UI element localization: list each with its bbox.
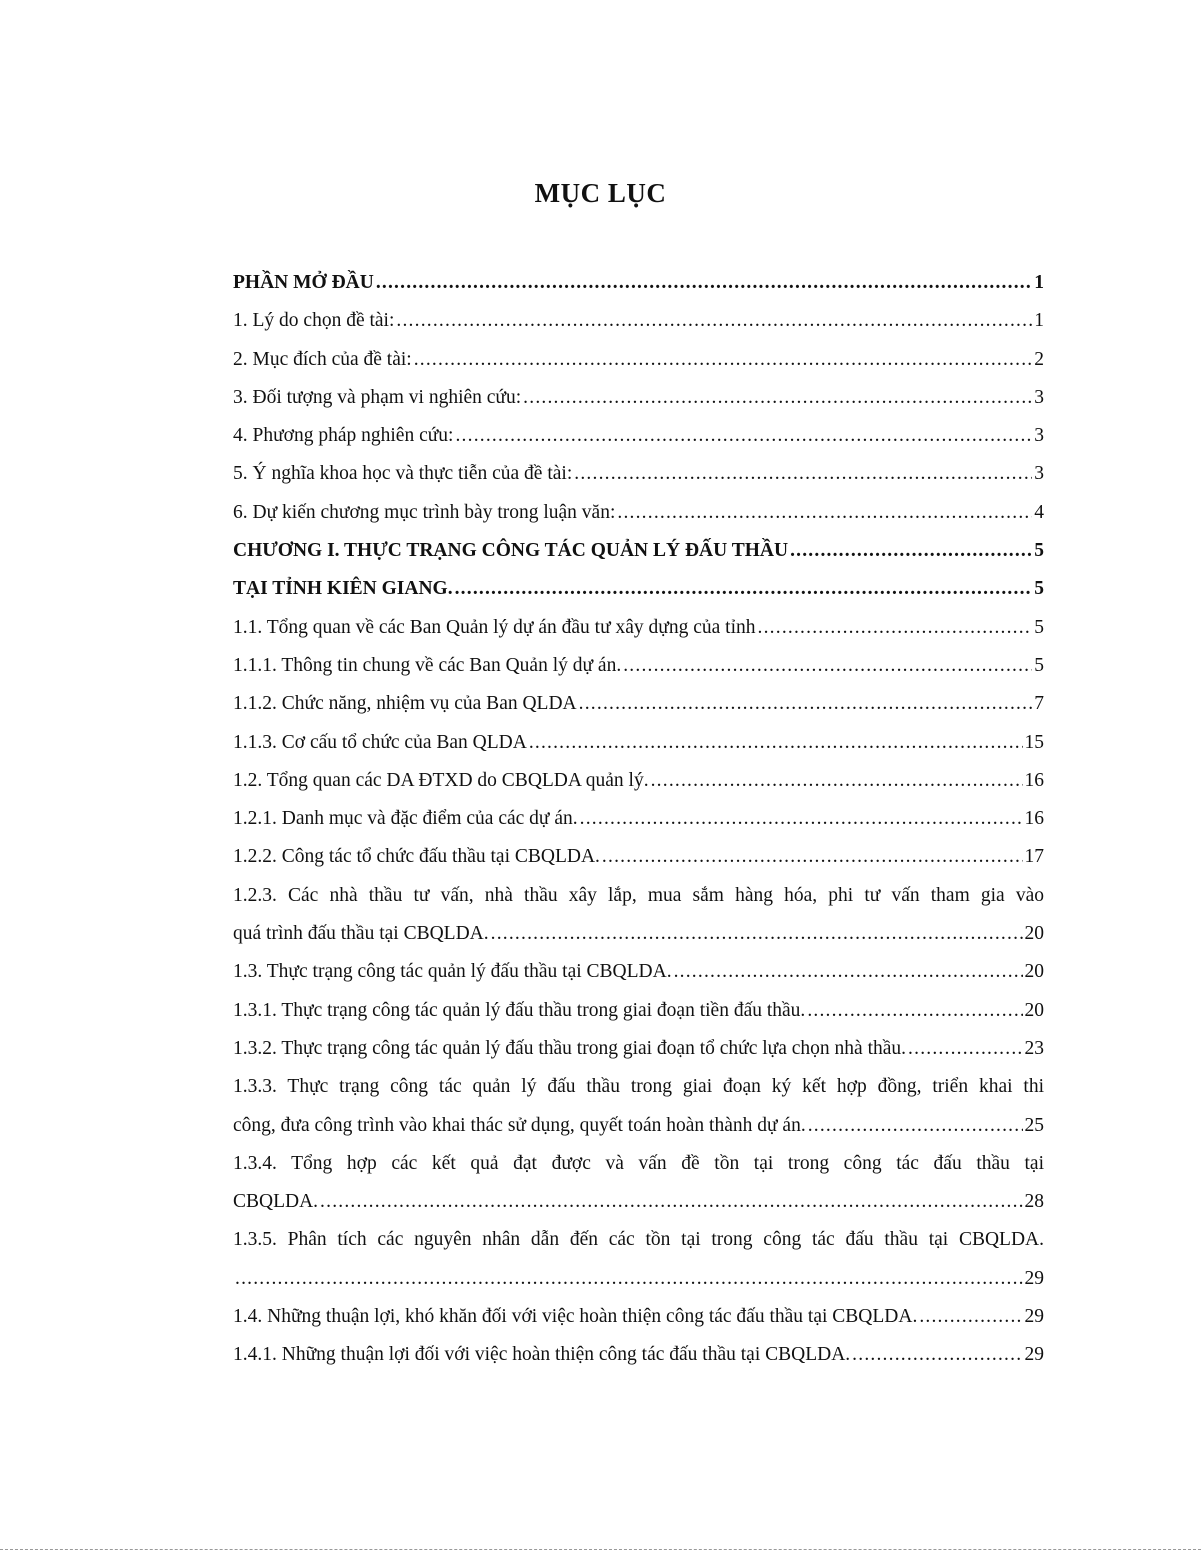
toc-entry-title: 1.4.1. Những thuận lợi đối với việc hoàn thiện công tác đấu thầu tại CBQLDA. — [233, 1344, 851, 1366]
toc-dot-leader — [808, 1107, 1023, 1145]
toc-page-number: 5 — [1034, 616, 1044, 638]
toc-dot-leader — [320, 1183, 1022, 1221]
toc-dot-leader — [807, 992, 1022, 1030]
toc-entry-title: 1.2.2. Công tác tổ chức đấu thầu tại CBQLDA. — [233, 846, 600, 868]
toc-dot-leader — [455, 570, 1033, 608]
toc-entry-title: 1.3.3. Thực trạng công tác quản lý đấu thầu trong giai đoạn ký kết hợp đồng, triển khai thi — [233, 1076, 1044, 1098]
toc-entry-title: 1.3.2. Thực trạng công tác quản lý đấu thầu trong giai đoạn tổ chức lựa chọn nhà thầu. — [233, 1037, 907, 1059]
toc-entry — [233, 417, 1044, 455]
toc-dot-leader — [674, 953, 1023, 991]
toc-entry-title: 1.3.5. Phân tích các nguyên nhân dẫn đến các tồn tại trong công tác đấu thầu tại CBQLDA. — [233, 1229, 1044, 1251]
toc-dot-leader — [235, 1260, 1023, 1298]
toc-entry — [233, 1336, 1044, 1374]
toc-page-number: 2 — [1034, 348, 1044, 370]
toc-page-number: 25 — [1024, 1114, 1044, 1136]
toc-entry-title: 1.2.1. Danh mục và đặc điểm của các dự án. — [233, 808, 578, 830]
toc-entry — [233, 685, 1044, 723]
toc-page-number: 5 — [1034, 578, 1044, 600]
toc-page-number: 15 — [1024, 731, 1044, 753]
toc-entry-title: 1. Lý do chọn đề tài: — [233, 310, 395, 332]
toc-dot-leader — [852, 1336, 1022, 1374]
toc-entry — [233, 570, 1044, 608]
toc-entry-title: 2. Mục đích của đề tài: — [233, 348, 412, 370]
page-bottom-border — [0, 1549, 1201, 1550]
toc-dot-leader — [396, 302, 1032, 340]
toc-entry-title: quá trình đấu thầu tại CBQLDA. — [233, 923, 489, 945]
toc-page-number: 29 — [1024, 1306, 1044, 1328]
toc-page-number: 3 — [1034, 425, 1044, 447]
toc-dot-leader — [617, 494, 1032, 532]
toc-page-number: 3 — [1034, 463, 1044, 485]
toc-entry — [233, 915, 1044, 953]
toc-entry-title: TẠI TỈNH KIÊN GIANG. — [233, 578, 453, 600]
toc-dot-leader — [414, 341, 1033, 379]
toc-dot-leader — [790, 532, 1032, 570]
toc-dot-leader — [919, 1298, 1022, 1336]
toc-dot-leader — [529, 724, 1023, 762]
toc-page-number: 1 — [1034, 272, 1044, 293]
toc-entry-title: 1.2.3. Các nhà thầu tư vấn, nhà thầu xây lắp, mua sắm hàng hóa, phi tư vấn tham gia vào — [233, 884, 1044, 906]
toc-dot-leader — [491, 915, 1023, 953]
toc-dot-leader — [908, 1030, 1022, 1068]
toc-page-number: 7 — [1034, 693, 1044, 715]
toc-entry — [233, 838, 1044, 876]
toc-entry-title: 1.3.1. Thực trạng công tác quản lý đấu thầu trong giai đoạn tiền đấu thầu. — [233, 999, 806, 1021]
toc-dot-leader — [651, 762, 1023, 800]
toc-page-number: 29 — [1024, 1344, 1044, 1366]
toc-entry — [233, 992, 1044, 1030]
toc-entry — [233, 1298, 1044, 1336]
toc-dot-leader — [455, 417, 1032, 455]
toc-page-number: 23 — [1024, 1037, 1044, 1059]
toc-dot-leader — [580, 800, 1023, 838]
toc-entry — [233, 800, 1044, 838]
toc-entry-title: 1.1.2. Chức năng, nhiệm vụ của Ban QLDA — [233, 693, 577, 715]
toc-entry — [233, 1260, 1044, 1298]
toc-entry — [233, 953, 1044, 991]
toc-entry — [233, 264, 1044, 302]
toc-dot-leader — [758, 609, 1033, 647]
toc-entry — [233, 762, 1044, 800]
toc-entry-title: 1.4. Những thuận lợi, khó khăn đối với việc hoàn thiện công tác đấu thầu tại CBQLDA. — [233, 1306, 918, 1328]
toc-entry-title: 4. Phương pháp nghiên cứu: — [233, 425, 454, 447]
table-of-contents — [233, 264, 1044, 1375]
toc-entry-title: 1.3. Thực trạng công tác quản lý đấu thầu tại CBQLDA. — [233, 961, 672, 983]
toc-dot-leader — [602, 838, 1023, 876]
toc-entry-title: 6. Dự kiến chương mục trình bày trong luận văn: — [233, 501, 616, 523]
page-title: MỤC LỤC — [534, 178, 667, 208]
toc-entry-title: 1.2. Tổng quan các DA ĐTXD do CBQLDA quản lý. — [233, 769, 649, 791]
toc-page-number: 20 — [1024, 923, 1044, 945]
toc-page-number: 28 — [1024, 1191, 1044, 1213]
toc-entry-title: 3. Đối tượng và phạm vi nghiên cứu: — [233, 386, 522, 408]
toc-entry — [233, 1107, 1044, 1145]
toc-entry — [233, 724, 1044, 762]
toc-page-number: 4 — [1034, 501, 1044, 523]
toc-page-number: 29 — [1024, 1267, 1044, 1289]
toc-page-number: 1 — [1034, 310, 1044, 332]
toc-page-number: 5 — [1034, 540, 1044, 562]
toc-entry — [233, 609, 1044, 647]
toc-entry — [233, 455, 1044, 493]
toc-page-number: 16 — [1024, 808, 1044, 830]
toc-page-number: 20 — [1024, 961, 1044, 983]
toc-entry — [233, 379, 1044, 417]
toc-page-number: 3 — [1034, 386, 1044, 408]
toc-dot-leader — [574, 455, 1032, 493]
toc-entry — [233, 494, 1044, 532]
toc-entry-title: 1.1.3. Cơ cấu tổ chức của Ban QLDA — [233, 731, 527, 753]
toc-entry-title: CBQLDA. — [233, 1191, 319, 1213]
toc-entry-title: PHẦN MỞ ĐẦU — [233, 272, 374, 293]
toc-dot-leader — [523, 379, 1032, 417]
toc-page-number: 20 — [1024, 999, 1044, 1021]
toc-dot-leader — [623, 647, 1032, 685]
toc-entry — [233, 532, 1044, 570]
toc-entry-title: 1.1.1. Thông tin chung về các Ban Quản lý dự án. — [233, 654, 622, 676]
toc-page-number: 5 — [1034, 654, 1044, 676]
toc-entry-title: công, đưa công trình vào khai thác sử dụng, quyết toán hoàn thành dự án. — [233, 1114, 806, 1136]
toc-page-number: 16 — [1024, 769, 1044, 791]
toc-entry — [233, 341, 1044, 379]
toc-entry-title: 5. Ý nghĩa khoa học và thực tiễn của đề tài: — [233, 463, 573, 485]
toc-page-number: 17 — [1024, 846, 1044, 868]
toc-dot-leader — [579, 685, 1033, 723]
toc-entry-title: 1.3.4. Tổng hợp các kết quả đạt được và vấn đề tồn tại trong công tác đấu thầu tại — [233, 1152, 1044, 1174]
toc-entry-title: 1.1. Tổng quan về các Ban Quản lý dự án đầu tư xây dựng của tỉnh — [233, 616, 756, 638]
toc-entry — [233, 1030, 1044, 1068]
toc-entry-title: CHƯƠNG I. THỰC TRẠNG CÔNG TÁC QUẢN LÝ ĐẤU THẦU — [233, 540, 789, 562]
toc-entry — [233, 647, 1044, 685]
toc-dot-leader — [376, 264, 1032, 302]
toc-entry — [233, 302, 1044, 340]
toc-entry — [233, 1183, 1044, 1221]
